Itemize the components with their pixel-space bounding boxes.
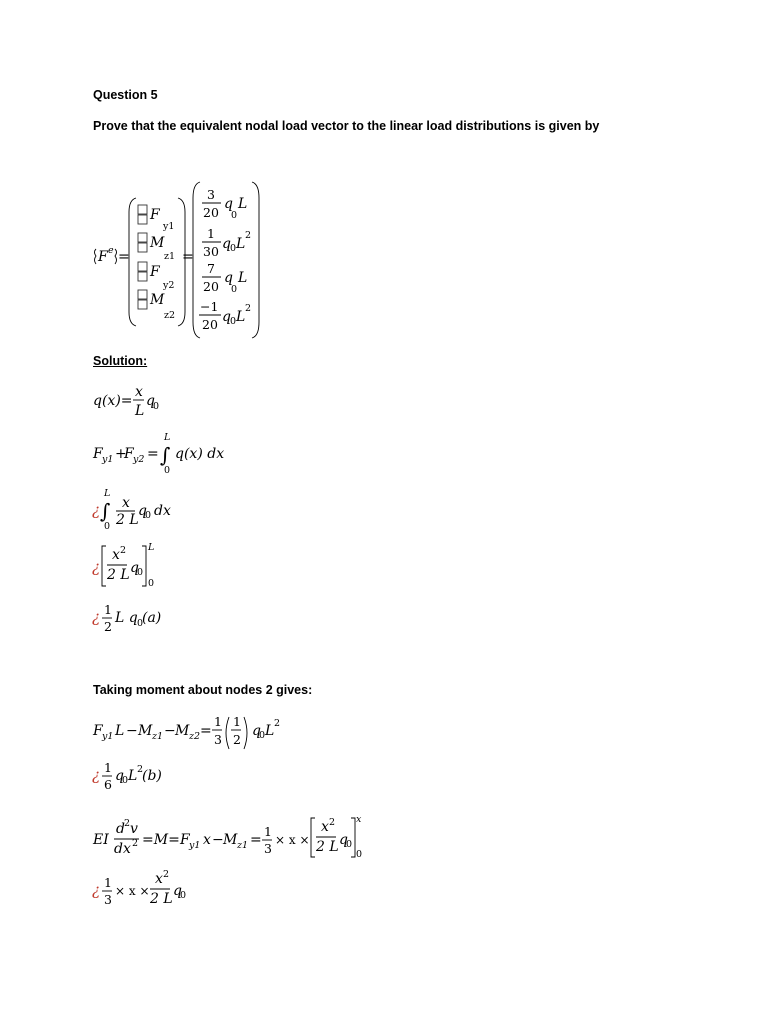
eq-text: dx (154, 503, 171, 519)
rhs-sub: 0 (231, 284, 238, 295)
eq-num: x (155, 871, 163, 887)
equation-beam-moment (92, 814, 362, 860)
eq-text: × x × (115, 884, 150, 898)
placeholder-glyph: ¿ (92, 881, 101, 899)
eq-text: M (175, 723, 190, 739)
svg-text:q: q (252, 723, 261, 739)
eq-text: q (146, 393, 155, 409)
rhs-body: q (224, 270, 233, 286)
svg-text:L: L (128, 768, 138, 784)
rhs-num: 1 (207, 226, 215, 241)
eq-sup: 2 (132, 838, 139, 849)
entry-sub: y1 (163, 221, 175, 232)
eq-sub: 0 (137, 567, 144, 578)
eq-op: = (147, 446, 159, 462)
eq-num: 1 (104, 602, 112, 617)
rhs-tail: L (238, 196, 248, 212)
eq-limit: L (164, 432, 171, 443)
eq-num: x (122, 495, 130, 511)
rhs-num: 3 (207, 187, 215, 202)
placeholder-box (138, 205, 147, 214)
eq-limit: L (104, 488, 111, 499)
eq-sup: 2 (137, 764, 144, 775)
entry-sub: z1 (164, 251, 176, 262)
eq-limit: 0 (104, 521, 111, 532)
eq-text: EI (93, 832, 109, 848)
eq-sub: 0 (180, 890, 187, 901)
eq-den: 2 L (316, 839, 339, 855)
eq-sup: 2 (163, 869, 170, 880)
placeholder-box (138, 290, 147, 299)
load-vector-equation (95, 182, 260, 338)
eq-sup: 2 (274, 718, 281, 729)
eq-den: 2 (233, 732, 241, 747)
entry-sub: y2 (163, 280, 175, 291)
rhs-den: 20 (203, 205, 219, 220)
placeholder-box (138, 262, 147, 271)
eq-sub: 0 (259, 730, 266, 741)
eq-text: q(x)= (93, 393, 133, 409)
eq-num: 1 (214, 714, 222, 729)
eq-sub: z1 (152, 731, 164, 742)
eq-den: 3 (104, 892, 112, 907)
eq-limit: 0 (164, 465, 171, 476)
eq-num: 1 (264, 824, 272, 839)
eq-sup: 2 (120, 545, 127, 556)
eq-text: M (138, 723, 153, 739)
entry-var: F (150, 264, 160, 280)
eq-num: d (116, 821, 125, 837)
eq-sub: z2 (189, 731, 201, 742)
solution-label: Solution: (93, 354, 148, 368)
eq-sub: y2 (133, 454, 145, 465)
eq-den: L (135, 403, 145, 419)
rhs-den: 30 (203, 244, 219, 259)
eq-den: 2 L (116, 512, 139, 528)
svg-text:=: = (200, 723, 212, 739)
eq-sub: z1 (237, 840, 249, 851)
placeholder-glyph: ¿ (92, 766, 101, 784)
eq-sub: y1 (102, 731, 114, 742)
rhs-tail: L (236, 236, 246, 252)
svg-text:−: − (212, 832, 224, 848)
rhs-sub: 0 (230, 243, 237, 254)
eq-sub: 0 (122, 775, 129, 786)
eq-num: 1 (104, 875, 112, 890)
rhs-sup: 2 (245, 230, 252, 241)
eq-text: L (115, 723, 125, 739)
equation-result-b (92, 760, 162, 792)
eq-num: 1 (104, 760, 112, 775)
eq-num: x (135, 384, 143, 400)
eq-op: + (115, 446, 127, 462)
eq-text: x (203, 832, 211, 848)
eq-sub: 0 (137, 618, 144, 629)
svg-text:=: = (182, 249, 194, 265)
equation-total-force (92, 432, 224, 476)
equation-label: (a) (142, 610, 162, 626)
placeholder-box (138, 243, 147, 252)
rhs-body: q (224, 196, 233, 212)
placeholder-box (138, 300, 147, 309)
eq-text: L q (115, 610, 138, 626)
question-prompt: Prove that the equivalent nodal load vector to the linear load distributions is given by (93, 119, 600, 133)
eq-sub: y1 (189, 840, 201, 851)
eq-den: 3 (264, 841, 272, 856)
eq-text: v (130, 821, 138, 837)
eq-text: F (124, 446, 134, 462)
rhs-num: −1 (200, 299, 219, 314)
eq-text: F (93, 446, 103, 462)
eq-num: x (321, 819, 329, 835)
eq-den: 3 (214, 732, 222, 747)
eq-sup: 2 (329, 817, 336, 828)
eq-den: 2 L (150, 891, 173, 907)
eq-sub: 0 (145, 510, 152, 521)
rhs-sup: 2 (245, 303, 252, 314)
equation-integral-step (92, 488, 171, 532)
eq-text: q (130, 560, 139, 576)
eq-den: 2 (104, 619, 112, 634)
equation-result-a (92, 602, 161, 634)
eq-text: M (223, 832, 238, 848)
placeholder-glyph: ¿ (92, 558, 101, 576)
rhs-sub: 0 (230, 316, 237, 327)
svg-text:q: q (115, 768, 124, 784)
eq-sub: 0 (346, 839, 353, 850)
eq-text: q(x) dx (175, 446, 225, 462)
placeholder-glyph: ¿ (92, 501, 101, 519)
eq-sub: y1 (102, 454, 114, 465)
vector-superscript: e (108, 245, 114, 256)
eq-text: =M= (142, 832, 180, 848)
eq-sub: 0 (153, 401, 160, 412)
placeholder-box (138, 272, 147, 281)
eq-den: dx (114, 841, 131, 857)
eq-text: × x × (275, 833, 310, 847)
equation-moment-result (92, 869, 186, 907)
rhs-body: q (222, 309, 231, 325)
integral-sign: ∫ (160, 443, 171, 467)
svg-text:q: q (173, 883, 182, 899)
svg-text:L: L (265, 723, 275, 739)
question-title: Question 5 (93, 88, 158, 102)
eq-text: q (138, 503, 147, 519)
eq-limit: 0 (148, 578, 155, 589)
svg-text:=: = (118, 249, 130, 265)
integral-sign: ∫ (100, 499, 111, 523)
eq-limit: L (148, 542, 155, 553)
entry-var: M (150, 292, 165, 308)
placeholder-glyph: ¿ (92, 608, 101, 626)
equation-moment-balance (92, 714, 280, 749)
eq-limit: 0 (356, 849, 363, 860)
vector-symbol: F (98, 249, 108, 265)
placeholder-box (138, 215, 147, 224)
svg-text:q: q (339, 832, 348, 848)
moment-heading: Taking moment about nodes 2 gives: (93, 683, 313, 697)
eq-text: F (93, 723, 103, 739)
eq-text: F (180, 832, 190, 848)
rhs-sub: 0 (231, 210, 238, 221)
eq-den: 6 (104, 777, 112, 792)
entry-sub: z2 (164, 310, 176, 321)
eq-limit: x (356, 814, 362, 825)
eq-sup: 2 (124, 818, 131, 829)
rhs-body: q (222, 236, 231, 252)
rhs-num: 7 (207, 261, 215, 276)
eq-num: 1 (233, 714, 241, 729)
entry-var: F (150, 207, 160, 223)
eq-den: 2 L (107, 567, 130, 583)
equation-label: (b) (142, 768, 162, 784)
svg-text:=: = (250, 832, 262, 848)
svg-text:−: − (164, 723, 176, 739)
entry-var: M (150, 235, 165, 251)
equation-load-function (93, 384, 159, 419)
placeholder-box (138, 233, 147, 242)
equation-evaluated-bracket (92, 542, 154, 589)
rhs-den: 20 (203, 279, 219, 294)
eq-num: x (112, 547, 120, 563)
rhs-den: 20 (202, 317, 218, 332)
rhs-tail: L (236, 309, 246, 325)
rhs-tail: L (238, 270, 248, 286)
svg-text:−: − (126, 723, 138, 739)
